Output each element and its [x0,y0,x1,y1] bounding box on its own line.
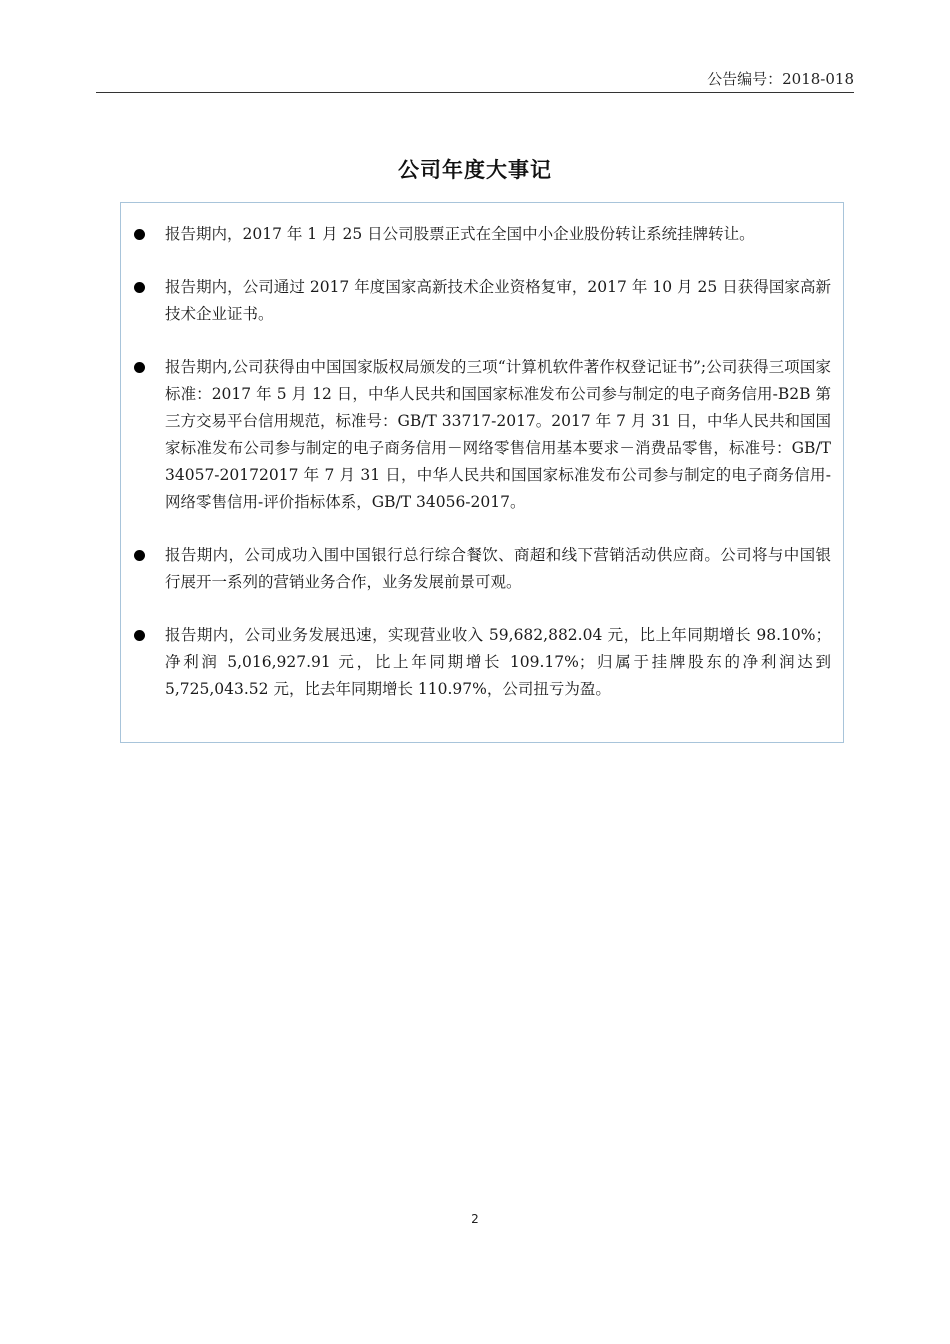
event-text: 报告期内，公司通过 2017 年度国家高新技术企业资格复审，2017 年 10 月 25 日获得国家高新技术企业证书。 [165,278,831,323]
bullet-icon [134,362,145,373]
event-text: 报告期内，2017 年 1 月 25 日公司股票正式在全国中小企业股份转让系统挂牌转让。 [165,225,755,243]
list-item [121,354,831,516]
event-text: 报告期内，公司业务发展迅速，实现营业收入 59,682,882.04 元，比上年同期增长 98.10%；净利润 5,016,927.91 元，比上年同期增长 109.17%；归属于挂牌股东的净利润达到 5,725,043.52 元，比去年同期增长 110.97%，公司扭亏为盈。 [165,626,831,698]
bullet-icon [134,229,145,240]
list-item [121,542,831,596]
events-box [120,202,844,743]
bullet-icon [134,550,145,561]
list-item [121,274,831,328]
announcement-number: 公告编号：2018-018 [707,70,854,88]
page-title: 公司年度大事记 [398,158,552,182]
list-item [121,221,831,248]
event-text: 报告期内,公司获得由中国国家版权局颁发的三项“计算机软件著作权登记证书”;公司获得三项国家标准：2017 年 5 月 12 日，中华人民共和国国家标准发布公司参与制定的电子商务信用-B2B 第三方交易平台信用规范，标准号：GB/T 33717-2017。2017 年 7 月 31 日，中华人民共和国国家标准发布公司参与制定的电子商务信用－网络零售信用基本要求－消费品零售，标准号：GB/T 34057-20172017 年 7 月 31 日，中华人民共和国国家标准发布公司参与制定的电子商务信用-网络零售信用-评价指标体系，GB/T 34056-2017。 [165,358,831,511]
list-item [121,622,831,703]
header-divider [96,92,854,93]
bullet-icon [134,282,145,293]
page-number: 2 [471,1212,479,1226]
events-list [121,203,843,703]
bullet-icon [134,630,145,641]
event-text: 报告期内，公司成功入围中国银行总行综合餐饮、商超和线下营销活动供应商。公司将与中国银行展开一系列的营销业务合作，业务发展前景可观。 [165,546,831,591]
